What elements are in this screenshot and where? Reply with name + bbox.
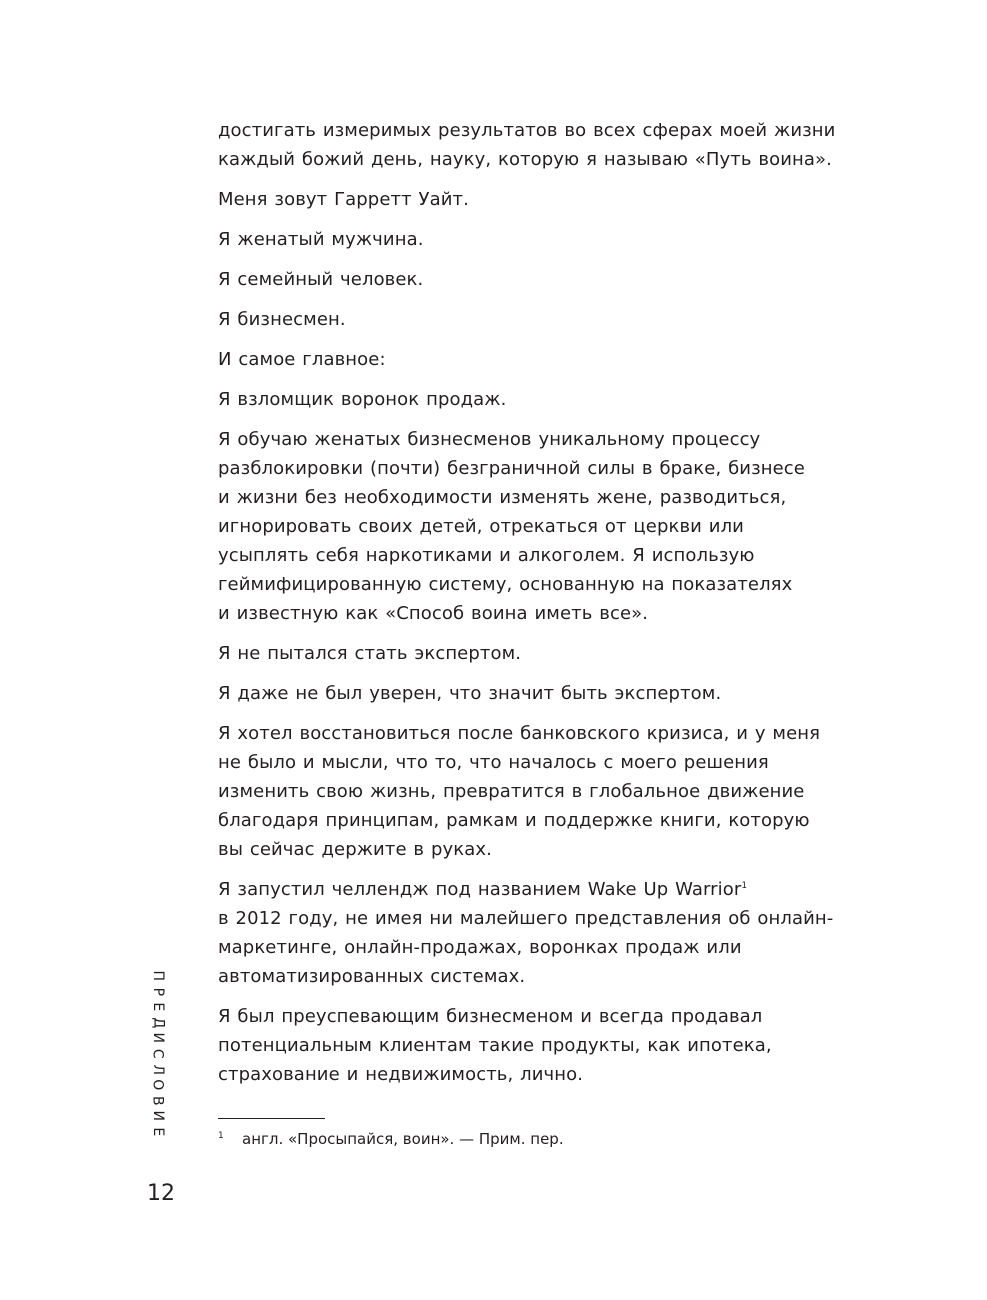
text-line: каждый божий день, науку, которую я называю «Путь воина».: [218, 149, 832, 170]
text-line: потенциальным клиентам такие продукты, как ипотека,: [218, 1035, 772, 1056]
text-line: Я хотел восстановиться после банковского кризиса, и у меня: [218, 723, 821, 744]
text-line: Я бизнесмен.: [218, 309, 346, 330]
text-line: И самое главное:: [218, 349, 386, 370]
side-title-letter: С: [149, 1048, 166, 1059]
text-line: и известную как «Способ воина иметь все».: [218, 603, 649, 624]
paragraph: [218, 425, 868, 628]
main-text: [218, 116, 868, 1100]
text-line: разблокировки (почти) безграничной силы в браке, бизнесе: [218, 458, 805, 479]
paragraph: [218, 116, 868, 174]
paragraph: [218, 225, 868, 254]
text-line: страхование и недвижимость, лично.: [218, 1064, 584, 1085]
footnote-reference: 1: [741, 881, 748, 891]
text-line: Я не пытался стать экспертом.: [218, 643, 522, 664]
text-line: изменить свою жизнь, превратится в глобальное движение: [218, 781, 805, 802]
paragraph: [218, 185, 868, 214]
text-line: вы сейчас держите в руках.: [218, 839, 492, 860]
paragraph: [218, 1002, 868, 1089]
paragraph: [218, 385, 868, 414]
text-line: автоматизированных системах.: [218, 966, 526, 987]
text-line: в 2012 году, не имея ни малейшего представления об онлайн-: [218, 908, 834, 929]
side-title-letter: П: [149, 970, 166, 982]
paragraph: [218, 679, 868, 708]
paragraph: [218, 875, 868, 991]
side-title-letter: Л: [149, 1064, 166, 1075]
paragraph: [218, 305, 868, 334]
paragraph: [218, 639, 868, 668]
side-title-letter: О: [149, 1079, 166, 1091]
side-title-letter: Д: [149, 1017, 166, 1029]
footnote: 1 англ. «Просыпайся, воин». — Прим. пер.: [218, 1130, 564, 1148]
side-title-letter: И: [149, 1110, 166, 1122]
side-title-letter: В: [149, 1095, 166, 1106]
chapter-side-title: [145, 968, 169, 1148]
side-title-letter: И: [149, 1032, 166, 1044]
text-line: не было и мысли, что то, что началось с моего решения: [218, 752, 769, 773]
text-line: достигать измеримых результатов во всех сферах моей жизни: [218, 120, 836, 141]
text-line: геймифицированную систему, основанную на показателях: [218, 574, 793, 595]
text-line: Я обучаю женатых бизнесменов уникальному процессу: [218, 429, 761, 450]
side-title-letter: Р: [149, 987, 166, 996]
text-line: маркетинге, онлайн-продажах, воронках продаж или: [218, 937, 742, 958]
footnote-divider: [218, 1118, 325, 1119]
text-line: усыплять себя наркотиками и алкоголем. Я использую: [218, 545, 755, 566]
text-line: и жизни без необходимости изменять жене, разводиться,: [218, 487, 787, 508]
text-line: Я женатый мужчина.: [218, 229, 424, 250]
paragraph: [218, 265, 868, 294]
text-line: Я семейный человек.: [218, 269, 424, 290]
side-title-letter: Е: [149, 1127, 166, 1137]
paragraph: [218, 345, 868, 374]
text-line: Я взломщик воронок продаж.: [218, 389, 507, 410]
footnote-text: англ. «Просыпайся, воин». — Прим. пер.: [242, 1130, 564, 1148]
side-title-letter: Е: [149, 1002, 166, 1012]
text-line: Я запустил челлендж под названием Wake Up Warrior$^1$: [218, 879, 748, 900]
paragraph: [218, 719, 868, 864]
text-line: Я даже не был уверен, что значит быть экспертом.: [218, 683, 722, 704]
page-number: 12: [147, 1181, 175, 1206]
text-line: игнорировать своих детей, отрекаться от церкви или: [218, 516, 744, 537]
text-line: Я был преуспевающим бизнесменом и всегда продавал: [218, 1006, 763, 1027]
text-line: благодаря принципам, рамкам и поддержке книги, которую: [218, 810, 810, 831]
text-line: Меня зовут Гарретт Уайт.: [218, 189, 469, 210]
